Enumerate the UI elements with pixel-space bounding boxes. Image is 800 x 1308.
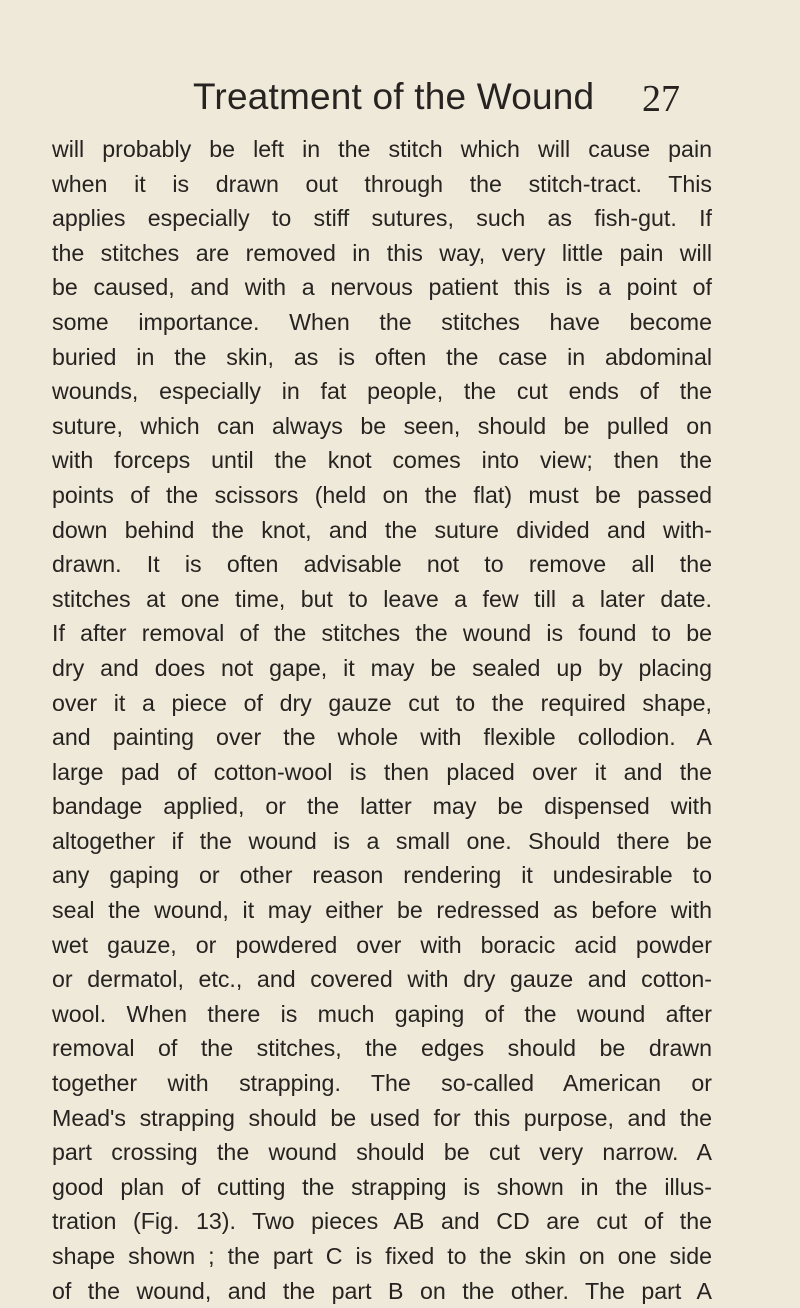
text-line: points of the scissors (held on the flat) must be passed bbox=[52, 481, 712, 508]
text-line: part crossing the wound should be cut very narrow. A bbox=[52, 1139, 712, 1166]
running-header bbox=[0, 72, 800, 122]
text-line: will probably be left in the stitch which will cause pain bbox=[52, 136, 712, 162]
text-line: when it is drawn out through the stitch-tract. This bbox=[52, 170, 712, 197]
text-line: altogether if the wound is a small one. Should there be bbox=[52, 827, 712, 854]
text-line: applies especially to stiff sutures, such as fish-gut. If bbox=[52, 205, 712, 232]
text-line: with forceps until the knot comes into view; then the bbox=[52, 447, 712, 474]
text-line: good plan of cutting the strapping is shown in the illus- bbox=[52, 1173, 712, 1200]
text-line: bandage applied, or the latter may be dispensed with bbox=[52, 793, 712, 820]
text-line: the stitches are removed in this way, very little pain will bbox=[52, 239, 712, 266]
text-line: and painting over the whole with flexible collodion. A bbox=[52, 724, 712, 751]
text-line: wounds, especially in fat people, the cut ends of the bbox=[52, 378, 712, 405]
text-line: down behind the knot, and the suture divided and with- bbox=[52, 516, 712, 543]
text-line: stitches at one time, but to leave a few till a later date. bbox=[52, 585, 712, 612]
text-line: removal of the stitches, the edges should be drawn bbox=[52, 1035, 712, 1062]
text-line: If after removal of the stitches the wound is found to be bbox=[52, 620, 712, 647]
text-line: tration (Fig. 13). Two pieces AB and CD are cut of the bbox=[52, 1208, 712, 1235]
text-line: any gaping or other reason rendering it undesirable to bbox=[52, 862, 712, 889]
text-line: some importance. When the stitches have become bbox=[52, 308, 712, 335]
text-line: dry and does not gape, it may be sealed up by placing bbox=[52, 654, 712, 681]
running-title: Treatment of the Wound bbox=[193, 76, 595, 117]
text-line: shape shown ; the part C is fixed to the skin on one side bbox=[52, 1243, 712, 1269]
text-line: together with strapping. The so-called American or bbox=[52, 1070, 712, 1097]
text-line: or dermatol, etc., and covered with dry gauze and cotton- bbox=[52, 966, 712, 993]
text-line: over it a piece of dry gauze cut to the required shape, bbox=[52, 689, 712, 716]
body-text bbox=[52, 132, 712, 1308]
text-line: suture, which can always be seen, should be pulled on bbox=[52, 412, 712, 439]
page-number: 27 bbox=[642, 78, 680, 120]
text-line: be caused, and with a nervous patient this is a point of bbox=[52, 274, 712, 301]
text-line: wool. When there is much gaping of the wound after bbox=[52, 1000, 712, 1027]
text-line: Mead's strapping should be used for this purpose, and the bbox=[52, 1104, 712, 1131]
text-line: seal the wound, it may either be redressed as before with bbox=[52, 897, 712, 924]
text-line: large pad of cotton-wool is then placed over it and the bbox=[52, 758, 712, 785]
text-line: of the wound, and the part B on the other. The part A bbox=[52, 1277, 712, 1304]
text-line: drawn. It is often advisable not to remove all the bbox=[52, 551, 712, 578]
text-line: buried in the skin, as is often the case in abdominal bbox=[52, 343, 712, 370]
text-line: wet gauze, or powdered over with boracic acid powder bbox=[52, 931, 712, 958]
